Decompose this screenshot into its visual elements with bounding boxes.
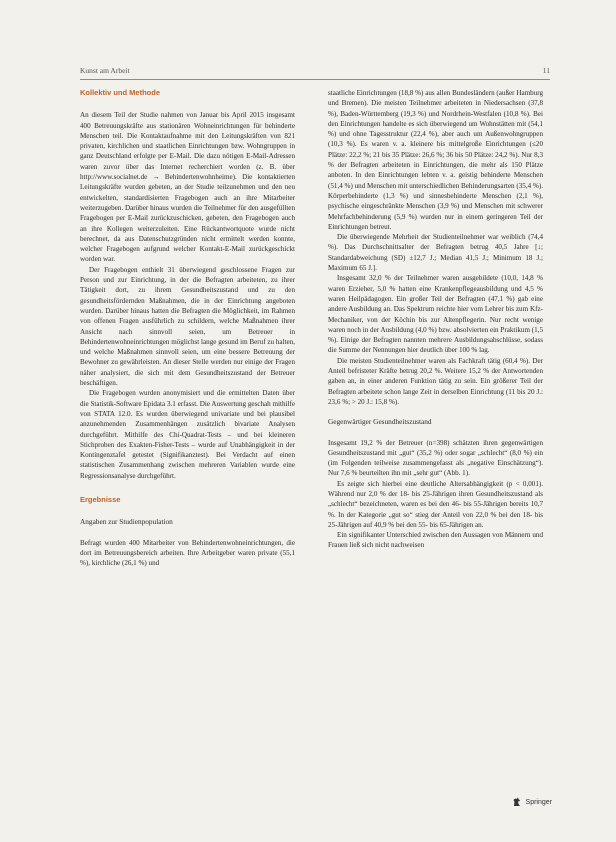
paragraph: Die Fragebogen wurden anonymisiert und die ermittelten Daten über die Statistik-Software Epidata 3.1 erfasst. Die Auswertung geschah mithilfe von STATA 12.0. Es wurden überwiegend univariate und bei plausibel anzunehmenden Zusammenhängen zusätzlich bivariate Analysen durchgeführt. Mithilfe des Chi-Quadrat-Tests – und bei kleineren Stichproben des Exakten-Fisher-Tests – wurde auf Unabhängigkeit in der Kontingenztafel getestet (Signifikanztest). Bei Verdacht auf einen statistischen Zusammenhang zwischen mehreren Variablen wurde eine Regressionsanalyse durchgeführt. <box>80 389 295 480</box>
section-heading-methods: Kollektiv und Methode <box>80 88 161 97</box>
right-column <box>328 88 543 551</box>
subsection-heading: Gegenwärtiger Gesundheitszustand <box>328 417 432 427</box>
journal-title: Kunst am Arbeit <box>80 66 130 75</box>
header-rule <box>80 79 550 80</box>
paragraph: Insgesamt 19,2 % der Betreuer (n=398) schätzten ihren gegenwärtigen Gesundheitszustand mit „gut“ (35,2 %) oder sogar „schlecht“ (8,0 %) ein (im Folgenden teilweise zusammengefasst als „negative Einschätzung“). Nur 7,6 % beurteilten ihn mit „sehr gut“ (Abb. 1). <box>328 438 543 478</box>
paragraph: Insgesamt 32,0 % der Teilnehmer waren ausgebildete (10,0, 14,8 % waren Erzieher, 5,0 % hatten eine Krankenpflegeausbildung und 4,5 % waren Heilpädagogen. Ein großer Teil der Befragten (47,1 %) gab eine andere Ausbildung an. Das Spektrum reichte hier vom Lehrer bis zum Kfz-Mechaniker, von der Köchin bis zur Altenpflegerin. Nur recht wenige waren noch in der Ausbildung (4,0 %) bzw. absolvierten ein Praktikum (1,5 %). Einige der Befragten nannten mehrere Ausbildungsabschlüsse, sodass die Summe der Nennungen hier deutlich über 100 % lag. <box>328 274 543 355</box>
paragraph: staatliche Einrichtungen (18,8 %) aus allen Bundesländern (außer Hamburg und Bremen). Die meisten Teilnehmer arbeiteten in Niedersachsen (37,8 %), Baden-Württemberg (19,3 %) und Nordrhein-Westfalen (10,8 %). Bei den Einrichtungen handelte es sich überwiegend um Wohnstätten mit (54,1 %) und ohne Tagesstruktur (22,4 %), aber auch um Außenwohngruppen (10,3 %). Es waren v. a. kleinere bis mittelgroße Einrichtungen (≤20 Plätze: 22,2 %; 21 bis 35 Plätze: 26,6 %; 36 bis 50 Plätze: 24,2 %). Nur 8,3 % der Befragten arbeiteten in Einrichtungen, die mehr als 150 Plätze anboten. In den Einrichtungen lebten v. a. geistig behinderte Menschen (51,4 %) und Menschen mit unterschiedlichen Behinderungsarten (35,4 %). Körperbehinderte (1,3 %) und sinnesbehinderte Menschen (2,1 %), psychische eingeschränkte Menschen (3,9 %) und Menschen mit schwerer Mehrfachbehinderung (5,9 %) wurden nur in einem geringeren Teil der Einrichtungen betreut. <box>328 89 543 231</box>
paragraph: An diesem Teil der Studie nahmen von Januar bis April 2015 insgesamt 400 Betreuungskräfte aus stationären Wohneinrichtungen für behinderte Menschen teil. Die Kontaktaufnahme mit den Leitungskräften von 821 privaten, kirchlichen und staatlichen Einrichtungen bzw. Wohngruppen in ganz Deutschland erfolgte per E-Mail. Die dazu nötigen E-Mail-Adressen waren zuvor über das Internet recherchiert worden (z. B. über http://www.socialnet.de → Behindertenwohnheime). Die kontaktierten Leitungskräfte wurden gebeten, an der Studie teilzunehmen und den neu entwickelten, standardisierten Fragebogen auch an ihre Mitarbeiter weiterzugeben. Darüber hinaus wurden die Teilnehmer für den ausgefüllten Fragebogen per E-Mail zurückzuschicken, gebeten, den Fragebogen auch an ihre Kollegen weiterzuleiten. Eine Rückantwortquote wurde nicht berechnet, da aus Datenschutzgründen nicht ermittelt werden konnte, welcher Fragebogen aufgrund welcher Kontakt-E-Mail zurückgeschickt worden war. <box>80 111 295 264</box>
page-number: 11 <box>542 66 550 75</box>
paragraph: Ein signifikanter Unterschied zwischen den Aussagen von Männern und Frauen ließ sich nicht nachweisen <box>328 531 543 550</box>
paragraph: Die überwiegende Mehrheit der Studienteilnehmer war weiblich (74,4 %). Das Durchschnittsalter der Befragten betrug 40,5 Jahre [↓; Standardabweichung (SD) ±12,7 J.; Median 41,5 J.; Minimum 18 J.; Maximum 65 J.]. <box>328 233 543 273</box>
paragraph: Die meisten Studienteilnehmer waren als Fachkraft tätig (60,4 %). Der Anteil befristeter Kräfte betrug 20,2 %. Weitere 15,2 % der Antwortenden gaben an, in einer anderen Funktion tätig zu sein. Ein größerer Teil der Befragten arbeitete schon lange Zeit in derselben Einrichtung (11 bis 20 J.: 23,6 %; > 20 J.: 15,8 %). <box>328 356 543 406</box>
springer-horse-icon <box>511 796 523 808</box>
left-column <box>80 88 295 568</box>
running-head <box>80 66 550 75</box>
section-heading-results: Ergebnisse <box>80 494 121 504</box>
paragraph: Es zeigte sich hierbei eine deutliche Altersabhängigkeit (p < 0,001). Während nur 2,0 % der 18- bis 25-Jährigen ihren Gesundheitszustand als „schlecht“ bezeichneten, waren es bei den 46- bis 55-Jährigen bereits 10,7 %. In der Kategorie „gut so“ stieg der Anteil von 22,0 % bei den 18- bis 25-Jährigen auf 40,9 % bei den 55- bis 65-Jährigen an. <box>328 479 543 529</box>
subsection-heading: Angaben zur Studienpopulation <box>80 517 173 527</box>
paragraph: Befragt wurden 400 Mitarbeiter von Behindertenwohneinrichtungen, die dort im Betreuungsbereich arbeiten. Ihre Arbeitgeber waren private (55,1 %), kirchliche (26,1 %) und <box>80 538 295 568</box>
publisher-name: Springer <box>525 798 552 806</box>
paragraph: Der Fragebogen enthielt 31 überwiegend geschlossene Fragen zur Person und zur Einrichtung, in der die Befragten arbeiteten, zu ihrer Tätigkeit dort, zu ihrem Gesundheitszustand und zu den gesundheitsfördernden Maßnahmen, die in der Einrichtung angeboten wurden. Darüber hinaus hatten die Befragten die Möglichkeit, im Rahmen von offenen Fragen ausführlich zu schildern, welche Maßnahmen ihrer Ansicht nach sinnvoll seien, um Betreuer in Behindertenwohneinrichtungen möglichst lange gesund im Beruf zu halten, und welche Maßnahmen sinnvoll seien, um eine bessere Betreuung der Bewohner zu gewährleisten. An dieser Stelle werden nur einige der Fragen näher analysiert, die sich mit dem Gesundheitszustand der Betreuer beschäftigen. <box>80 265 295 388</box>
publisher-logo <box>511 796 552 808</box>
